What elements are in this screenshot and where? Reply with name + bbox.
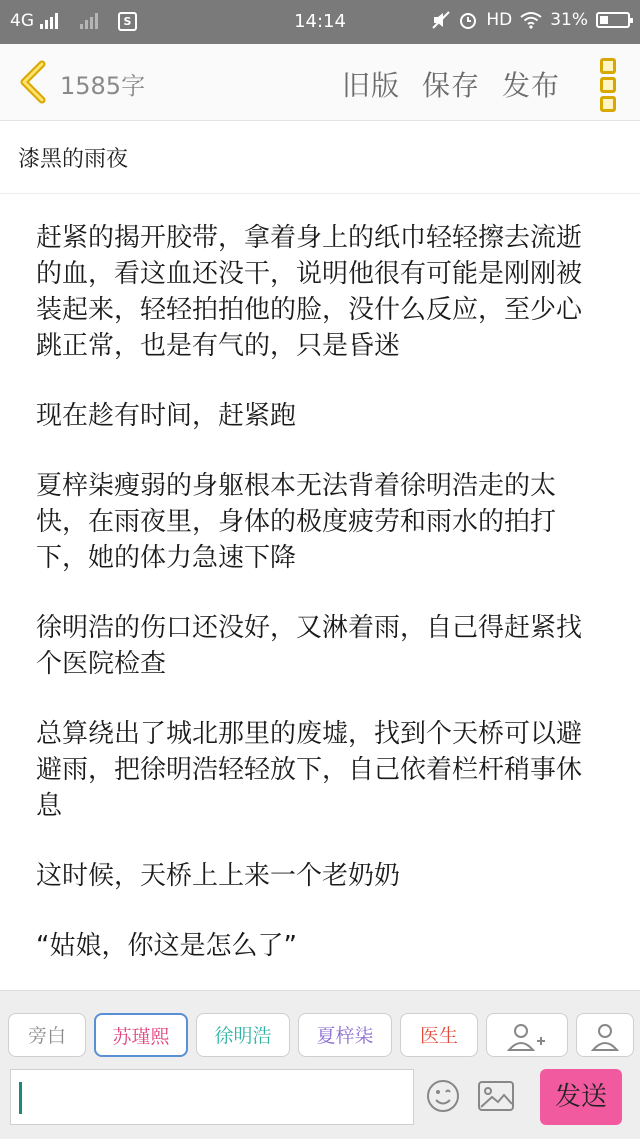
status-bar [0, 0, 640, 44]
add-role-button[interactable] [486, 1013, 568, 1057]
battery-icon [596, 12, 630, 28]
manage-roles-button[interactable] [576, 1013, 634, 1057]
role-chip-narrator[interactable]: 旁白 [8, 1013, 86, 1057]
notification-s-icon: S [118, 12, 137, 31]
editor-actions [342, 64, 560, 104]
add-person-icon [507, 1023, 547, 1051]
old-version-button[interactable]: 旧版 [341, 69, 400, 102]
clock: 14:14 [294, 11, 346, 32]
paragraph: 徐明浩的伤口还没好，又淋着雨，自己得赶紧找个医院检查 [36, 613, 583, 679]
person-icon [591, 1023, 619, 1051]
network-type: 4G [10, 11, 34, 31]
message-input[interactable] [10, 1069, 414, 1125]
paragraph: 这时候，天桥上上来一个老奶奶 [36, 861, 401, 891]
back-arrow-icon[interactable] [16, 60, 50, 104]
paragraph: 夏梓柒瘦弱的身躯根本无法背着徐明浩走的太快，在雨夜里，身体的极度疲劳和雨水的拍打下，她的体力急速下降 [36, 471, 557, 573]
role-chip-doctor[interactable]: 医生 [400, 1013, 478, 1057]
paragraph: 赶紧的揭开胶带，拿着身上的纸巾轻轻擦去流逝的血，看这血还没干，说明他很有可能是刚刚被装起来，轻轻拍拍他的脸，没什么反应，至少心跳正常，也是有气的，只是昏迷 [36, 223, 583, 361]
emoji-icon[interactable] [426, 1079, 460, 1113]
title-divider [0, 193, 640, 194]
status-right [432, 10, 630, 30]
role-chip-su-jinxi[interactable]: 苏瑾熙 [94, 1013, 188, 1057]
role-chip-xu-minghao[interactable]: 徐明浩 [196, 1013, 290, 1057]
send-button[interactable]: 发送 [540, 1069, 622, 1125]
alarm-icon [458, 10, 478, 30]
more-menu-icon[interactable] [600, 58, 616, 108]
role-chips [8, 1013, 634, 1057]
role-chip-xia-ziqi[interactable]: 夏梓柒 [298, 1013, 392, 1057]
text-cursor [19, 1082, 22, 1114]
paragraph: “姑娘，你这是怎么了” [36, 931, 297, 961]
save-button[interactable]: 保存 [421, 69, 480, 102]
word-count: 1585字 [60, 72, 146, 100]
publish-button[interactable]: 发布 [501, 69, 560, 102]
mute-icon [432, 11, 450, 29]
paragraph: 总算绕出了城北那里的废墟，找到个天桥可以避避雨，把徐明浩轻轻放下，自己依着栏杆稍事休息 [36, 719, 583, 821]
paragraph: 现在趁有时间，赶紧跑 [36, 401, 297, 431]
wifi-icon [520, 11, 542, 29]
editor-app-bar [0, 44, 640, 121]
image-icon[interactable] [478, 1081, 514, 1111]
composer-toolbar [0, 990, 640, 1139]
document-body[interactable] [36, 220, 606, 990]
hd-badge: HD [486, 10, 513, 30]
document-title[interactable]: 漆黑的雨夜 [18, 147, 129, 172]
battery-percent: 31% [550, 10, 588, 30]
